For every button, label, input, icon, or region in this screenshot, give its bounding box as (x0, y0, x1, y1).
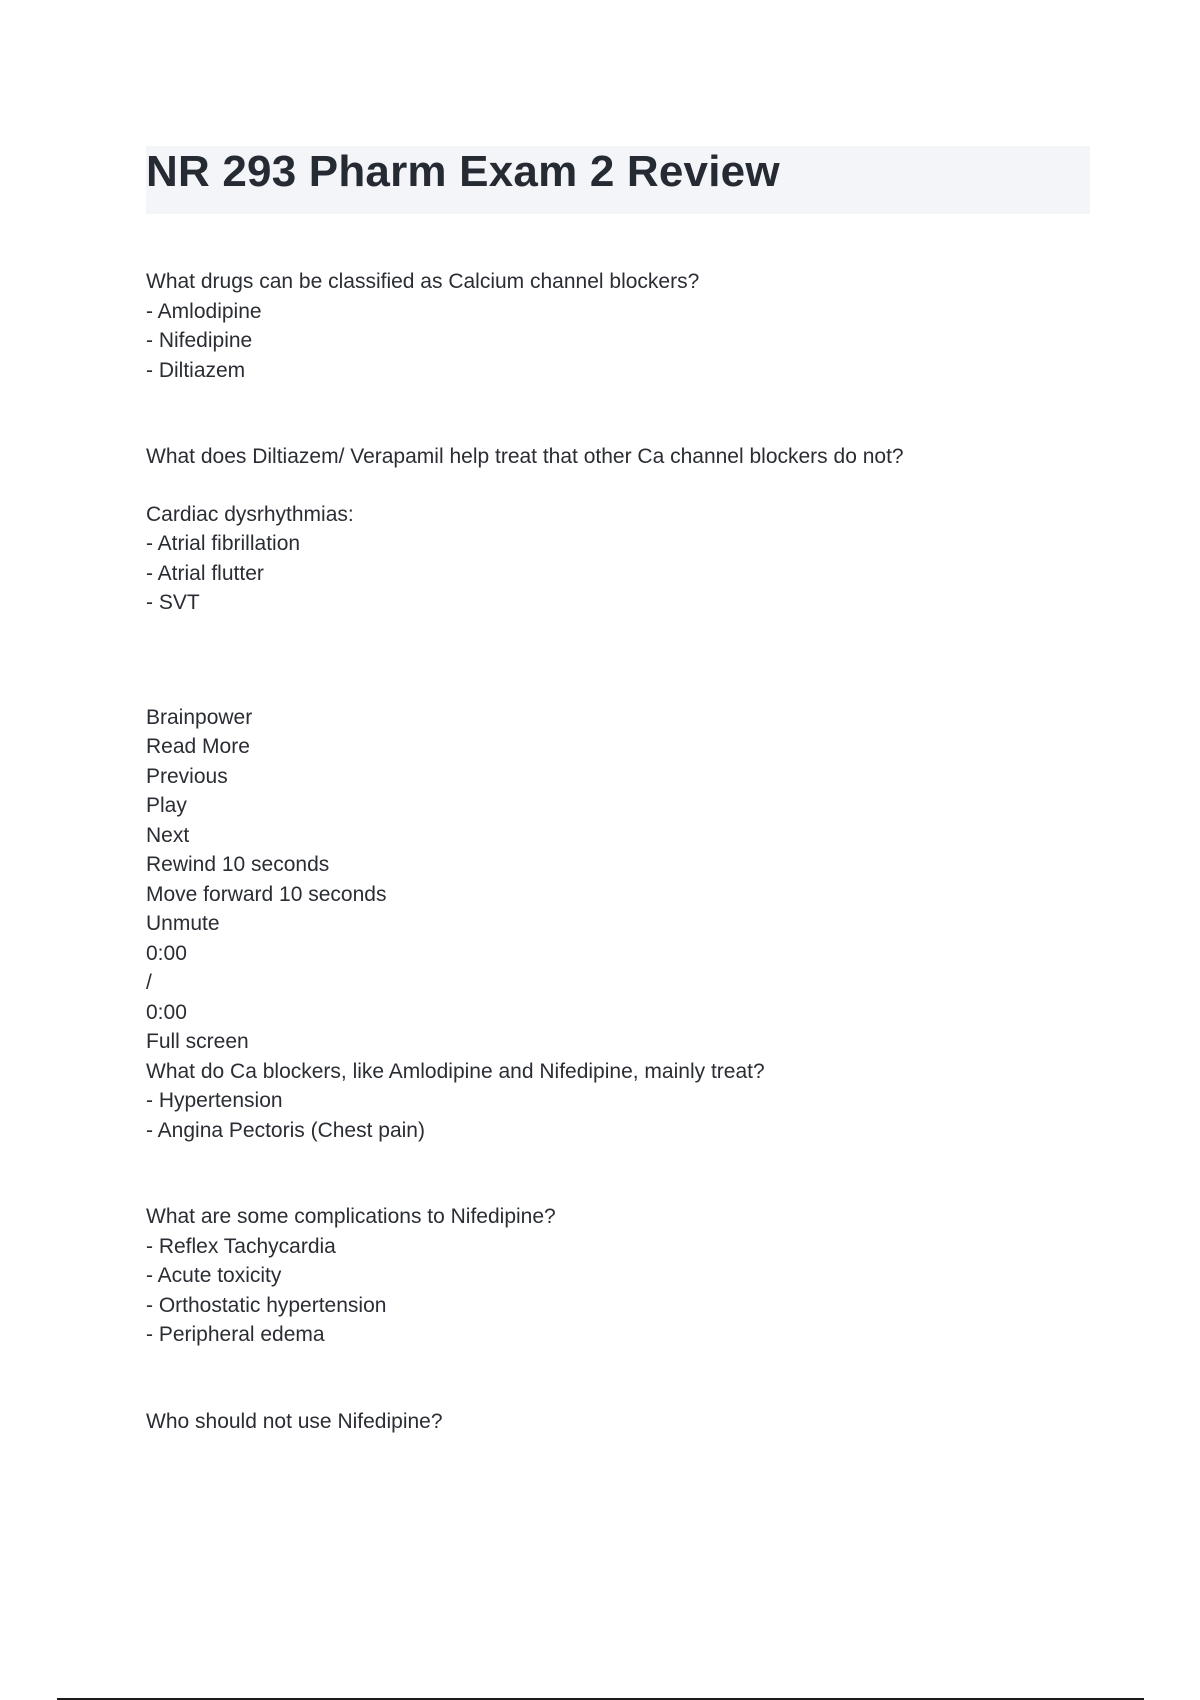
forward-button[interactable]: Move forward 10 seconds (146, 882, 387, 906)
qa-block-nifedipine-contraindications (146, 1407, 1086, 1437)
next-button[interactable]: Next (146, 823, 190, 847)
qa-block-ca-blockers-treat (146, 1057, 1086, 1146)
qa-block-nifedipine-complications (146, 1202, 1086, 1350)
time-separator: / (146, 971, 152, 994)
answer-heading: Cardiac dysrhythmias: (146, 502, 354, 526)
answer-item: - Angina Pectoris (Chest pain) (146, 1118, 425, 1142)
question-text: What are some complications to Nifedipine? (146, 1205, 556, 1228)
read-more-link[interactable]: Read More (146, 735, 250, 758)
media-player-controls (146, 703, 1086, 1057)
document-body (146, 267, 1086, 1436)
answer-item: - Atrial fibrillation (146, 532, 301, 555)
answer-item: - Acute toxicity (146, 1264, 282, 1287)
answer-item: - Hypertension (146, 1089, 283, 1112)
answer-item: - Nifedipine (146, 329, 253, 352)
qa-block-calcium-channel-blockers (146, 267, 1086, 385)
answer-item: - Diltiazem (146, 358, 246, 382)
answer-item: - SVT (146, 591, 200, 614)
answer-item: - Amlodipine (146, 299, 262, 323)
rewind-button[interactable]: Rewind 10 seconds (146, 853, 330, 876)
answer-item: - Orthostatic hypertension (146, 1293, 387, 1317)
question-text: What do Ca blockers, like Amlodipine and Nifedipine, mainly treat? (146, 1059, 765, 1083)
question-text: Who should not use Nifedipine? (146, 1409, 443, 1433)
answer-item: - Atrial flutter (146, 561, 264, 585)
current-time: 0:00 (146, 941, 187, 965)
unmute-button[interactable]: Unmute (146, 912, 220, 935)
fullscreen-button[interactable]: Full screen (146, 1030, 249, 1053)
question-text: What does Diltiazem/ Verapamil help treat that other Ca channel blockers do not? (146, 445, 904, 468)
page-title: NR 293 Pharm Exam 2 Review (146, 147, 780, 196)
player-brand: Brainpower (146, 705, 253, 729)
duration: 0:00 (146, 1000, 187, 1024)
play-button[interactable]: Play (146, 794, 187, 817)
answer-item: - Peripheral edema (146, 1323, 325, 1346)
previous-button[interactable]: Previous (146, 764, 228, 788)
question-text: What drugs can be classified as Calcium channel blockers? (146, 270, 700, 293)
qa-block-diltiazem-verapamil (146, 442, 1086, 618)
answer-item: - Reflex Tachycardia (146, 1234, 336, 1258)
